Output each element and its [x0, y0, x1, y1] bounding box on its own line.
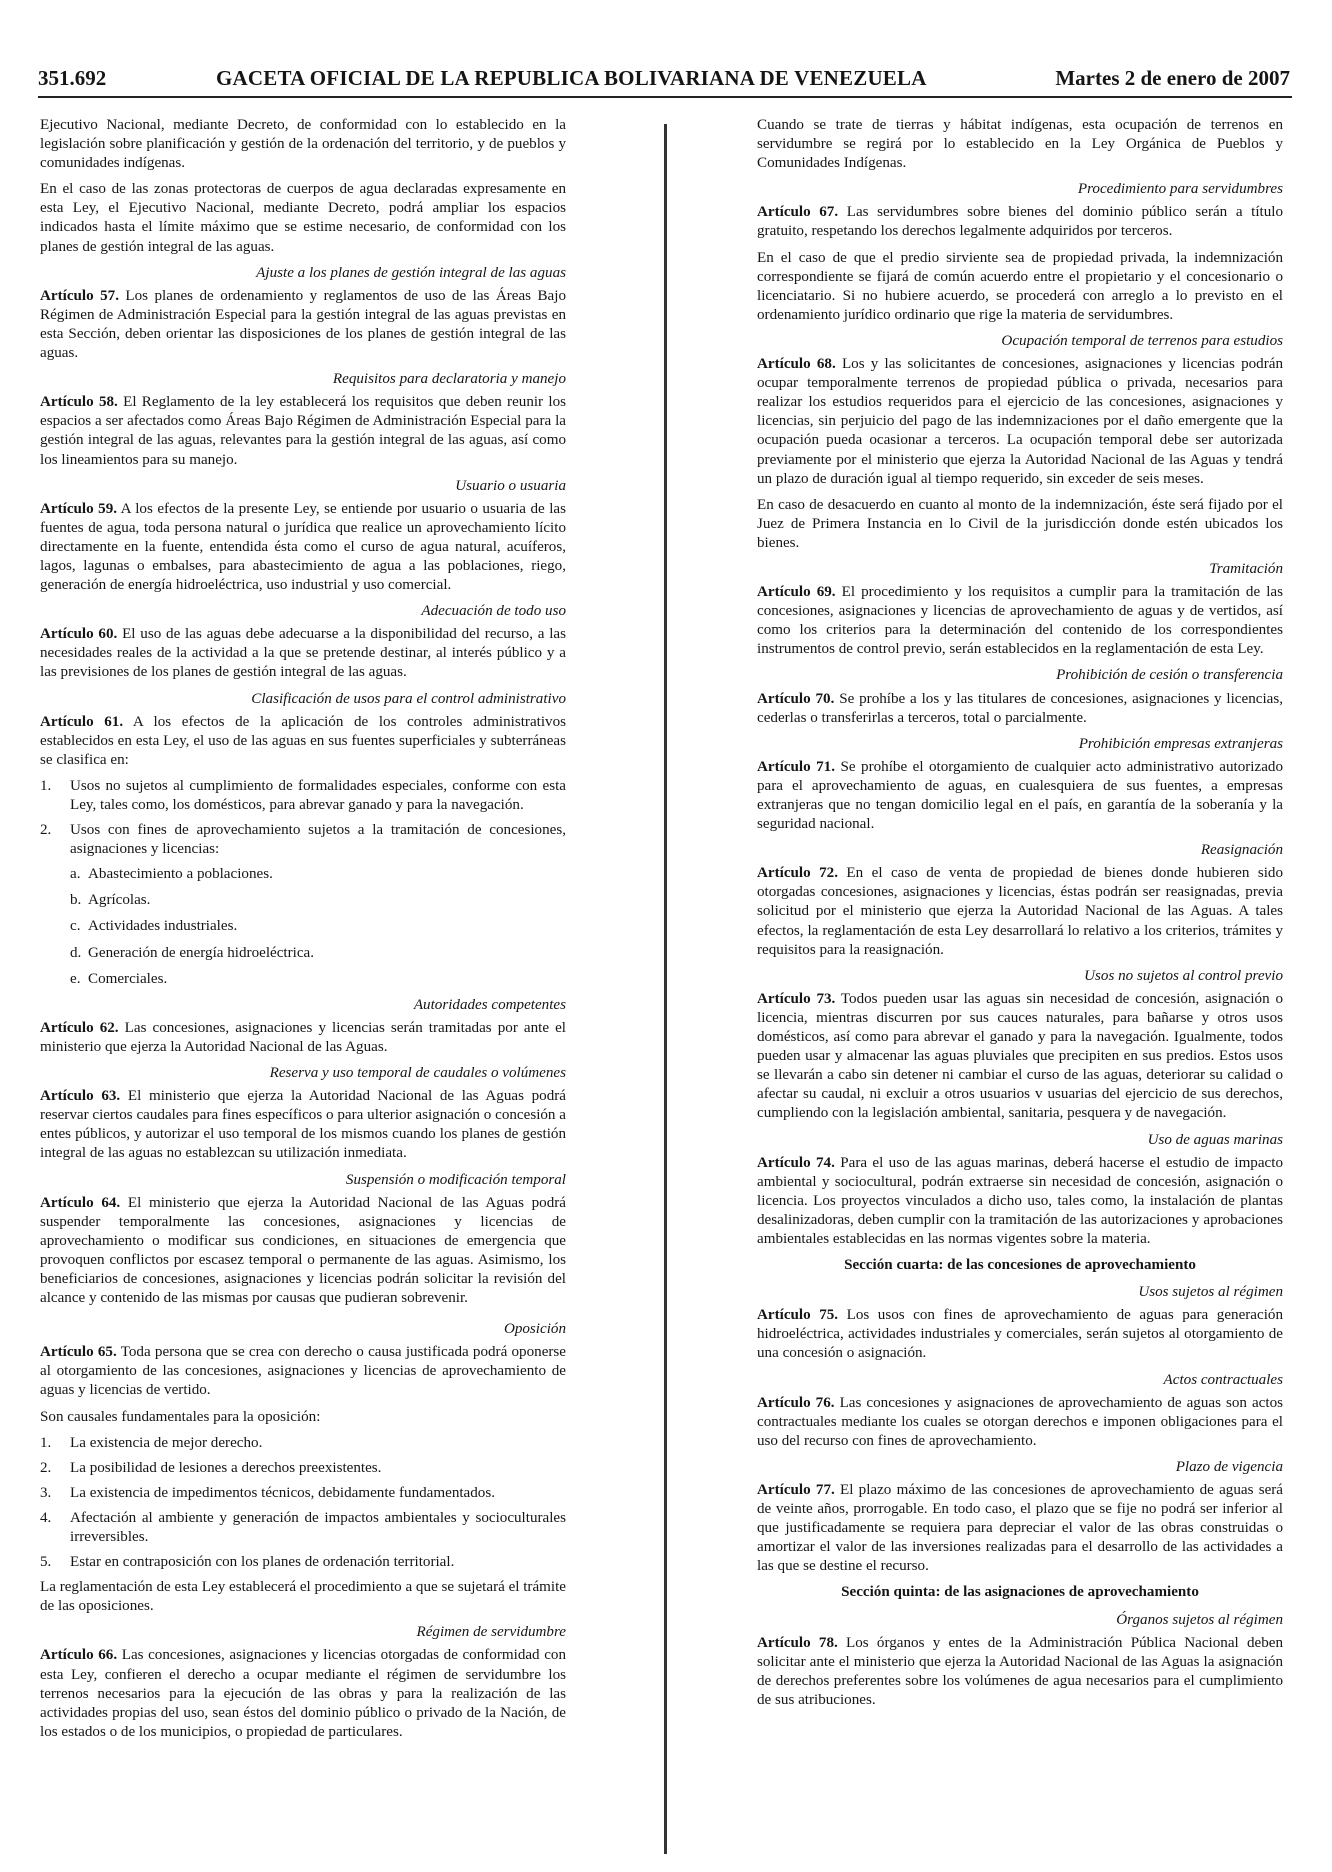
list-number: 1. — [40, 777, 52, 794]
list-item — [70, 944, 566, 963]
list-number: 2. — [40, 1459, 52, 1476]
article-label: Artículo 78. — [757, 1634, 838, 1651]
list-item — [40, 1459, 566, 1478]
article-heading: Prohibición empresas extranjeras — [1078, 735, 1283, 752]
article-66 — [40, 1646, 566, 1741]
article-label: Artículo 67. — [757, 204, 839, 221]
paragraph: En el caso de las zonas protectoras de cuerpos de agua declaradas expresamente en esta Ley, el Ejecutivo Nacional, mediante Decreto, podrá ampliar los espacios indicados hasta el límite máximo que se estime necesario, de conformidad con los planes de gestión integral de las aguas. — [40, 181, 566, 255]
issue-date: Martes 2 de enero de 2007 — [1055, 66, 1290, 90]
article-heading: Oposición — [503, 1321, 566, 1338]
article-text: El ministerio que ejerza la Autoridad Nacional de las Aguas podrá reservar ciertos caudales para fines específicos o para ulterior asignación o concesión a entes públicos, y autorizar el uso temporal de los mismos cuando los planes de gestión integral de las aguas no establezcan su utilización inmediata. — [40, 1088, 566, 1162]
article-text: El plazo máximo de las concesiones de aprovechamiento de aguas será de veinte años, prorrogable. En todo caso, el plazo que se fije no podrá ser inferior al que justificadamente se requiera para depreciar el valor de las obras construidas o amortizar el valor de las inversiones realizadas para el desarrollo de las actividades a las que se destine el recurso. — [757, 1482, 1283, 1575]
article-65 — [40, 1343, 566, 1400]
article-69 — [757, 583, 1283, 659]
article-heading: Reserva y uso temporal de caudales o volúmenes — [269, 1065, 566, 1082]
list-item — [70, 917, 566, 936]
list-letter: e. — [70, 970, 81, 987]
article-text: El ministerio que ejerza la Autoridad Nacional de las Aguas podrá suspender temporalmente las concesiones, asignaciones y licencias de aprovechamiento o modificar sus condiciones, en situaciones de emergencia que provoquen conflictos por escasez temporal o permanente de las aguas. Asimismo, los beneficiarios de concesiones, asignaciones y licencias podrán solicitar la revisión del alcance y contenido de las mismas por causas que pudieran sobrevenir. — [40, 1194, 566, 1307]
gazette-title: GACETA OFICIAL DE LA REPUBLICA BOLIVARIANA DE VENEZUELA — [216, 66, 927, 90]
article-heading: Ocupación temporal de terrenos para estudios — [1001, 332, 1283, 349]
article-heading: Usos sujetos al régimen — [1138, 1284, 1283, 1301]
article-label: Artículo 60. — [40, 626, 118, 643]
article-60 — [40, 625, 566, 682]
article-text: Para el uso de las aguas marinas, deberá hacerse el estudio de impacto ambiental y sociocultural, podrán extraerse sin necesidad de concesión, asignación o licencia. Los proyectos vinculados a dicho uso, tales como, la instalación de plantas desalinizadoras, deben cumplir con la tramitación de las autorizaciones y aprobaciones ambientales establecidas en las normas vigentes sobre la materia. — [757, 1154, 1283, 1247]
article-label: Artículo 64. — [40, 1194, 121, 1211]
article-text: El procedimiento y los requisitos a cumplir para la tramitación de las concesiones, asignaciones y licencias de aprovechamiento de aguas y de vertidos, así como los criterios para la determinación del contenido de los correspondientes instrumentos de control previo, serán establecidos en la reglamentación de esta Ley. — [757, 584, 1283, 658]
article-text: Los órganos y entes de la Administración Pública Nacional deben solicitar ante el ministerio que ejerza la Autoridad Nacional de las Aguas la asignación de derechos preferentes sobre los volúmenes de agua necesarios para el cumplimiento de sus atribuciones. — [757, 1634, 1284, 1708]
article-75 — [757, 1306, 1283, 1363]
numbered-list — [40, 1434, 566, 1573]
article-heading: Requisitos para declaratoria y manejo — [332, 371, 566, 388]
article-heading: Reasignación — [1200, 842, 1283, 859]
list-item — [70, 970, 566, 989]
article-text: El uso de las aguas debe adecuarse a la disponibilidad del recurso, a las necesidades reales de la actividad a la que se pretende destinar, al interés público y a las previsiones de los planes de gestión integral de las aguas. — [40, 626, 567, 681]
article-label: Artículo 74. — [757, 1154, 835, 1171]
list-letter: b. — [70, 892, 82, 909]
article-68 — [757, 355, 1283, 489]
list-text: Agrícolas. — [88, 892, 151, 909]
list-number: 5. — [40, 1554, 52, 1571]
article-text: En el caso de venta de propiedad de bienes donde hubieren sido otorgadas concesiones, asignaciones y licencias, éstas podrán ser reasignadas, previa solicitud por el ministerio que ejerza la Autoridad Nacional de las Aguas. A tales efectos, la reglamentación de esta Ley desarrollará lo relativo a los criterios, trámites y requisitos para la reasignación. — [757, 865, 1283, 958]
article-heading: Régimen de servidumbre — [416, 1624, 566, 1641]
article-76 — [757, 1394, 1283, 1451]
article-label: Artículo 58. — [40, 394, 118, 411]
article-text: Toda persona que se crea con derecho o causa justificada podrá oponerse al otorgamiento de las concesiones, asignaciones y licencias de aprovechamiento de aguas y licencias de vertido. — [40, 1344, 567, 1399]
article-label: Artículo 68. — [757, 356, 836, 373]
paragraph: Cuando se trate de tierras y hábitat indígenas, esta ocupación de terrenos en servidumbre se regirá por lo establecido en la Ley Orgánica de Pueblos y Comunidades Indígenas. — [757, 117, 1283, 172]
right-column — [757, 116, 1283, 1717]
article-74 — [757, 1154, 1283, 1249]
article-heading: Uso de aguas marinas — [1147, 1131, 1283, 1148]
article-text: Las concesiones, asignaciones y licencias serán tramitadas por ante el ministerio que ejerza la Autoridad Nacional de las Aguas. — [40, 1019, 567, 1055]
list-text: Usos con fines de aprovechamiento sujetos a la tramitación de concesiones, asignaciones y licencias: — [70, 822, 566, 858]
article-71 — [757, 758, 1283, 834]
list-item — [70, 865, 566, 884]
column-divider — [664, 124, 667, 1854]
article-57 — [40, 287, 566, 363]
article-heading: Tramitación — [1209, 560, 1283, 577]
article-heading: Actos contractuales — [1163, 1371, 1283, 1388]
list-number: 1. — [40, 1434, 52, 1451]
list-text: La posibilidad de lesiones a derechos preexistentes. — [70, 1459, 382, 1476]
list-text: Usos no sujetos al cumplimiento de formalidades especiales, conforme con esta Ley, tales como, los domésticos, para abrevar ganado y para la navegación. — [70, 777, 566, 813]
article-heading: Procedimiento para servidumbres — [1077, 181, 1283, 198]
paragraph: Ejecutivo Nacional, mediante Decreto, de conformidad con lo establecido en la legislación sobre planificación y gestión de la ordenación del territorio, y de pueblos y comunidades indígenas. — [40, 117, 566, 172]
list-text: Generación de energía hidroeléctrica. — [88, 944, 315, 961]
article-text: A los efectos de la aplicación de los controles administrativos establecidos en esta Ley, el uso de las aguas en sus fuentes superficiales y subterráneas se clasifica en: — [40, 713, 567, 768]
article-67 — [757, 203, 1283, 241]
article-heading: Órganos sujetos al régimen — [1116, 1611, 1283, 1628]
article-label: Artículo 71. — [757, 758, 835, 775]
list-item — [40, 1434, 566, 1453]
article-77 — [757, 1481, 1283, 1576]
header-rule — [38, 96, 1292, 98]
paragraph: La reglamentación de esta Ley establecerá el procedimiento a que se sujetará el trámite de las oposiciones. — [40, 1579, 566, 1615]
article-label: Artículo 63. — [40, 1088, 121, 1105]
article-58 — [40, 393, 566, 469]
article-label: Artículo 65. — [40, 1344, 117, 1361]
article-heading: Usuario o usuaria — [455, 477, 566, 494]
numbered-list — [40, 777, 566, 859]
article-label: Artículo 77. — [757, 1482, 835, 1498]
article-70 — [757, 690, 1283, 728]
article-72 — [757, 864, 1283, 959]
list-item — [40, 1553, 566, 1572]
article-label: Artículo 69. — [757, 584, 836, 601]
article-text: Se prohíbe el otorgamiento de cualquier acto administrativo autorizado para el aprovechamiento de aguas, en cualesquiera de sus fuentes, a empresas extranjeras que no tengan domicilio legal en el país, en garantía de la soberanía y la seguridad nacional. — [757, 758, 1283, 833]
list-item — [40, 1509, 566, 1547]
article-heading: Usos no sujetos al control previo — [1084, 967, 1283, 984]
article-heading: Ajuste a los planes de gestión integral de las aguas — [256, 264, 566, 281]
article-64 — [40, 1194, 566, 1309]
article-text: Los usos con fines de aprovechamiento de aguas para generación hidroeléctrica, actividades industriales y comerciales, serán sujetos al otorgamiento de una concesión o asignación. — [757, 1307, 1283, 1362]
article-text: Los planes de ordenamiento y reglamentos de uso de las Áreas Bajo Régimen de Administración Especial para la gestión integral de las aguas previstas en esta Sección, deben orientar las disposiciones de los planes de gestión integral de las aguas. — [40, 287, 566, 362]
list-text: Abastecimiento a poblaciones. — [88, 866, 273, 883]
article-label: Artículo 62. — [40, 1019, 119, 1036]
article-label: Artículo 73. — [757, 990, 836, 1007]
list-letter: d. — [70, 944, 82, 961]
article-label: Artículo 72. — [757, 865, 838, 882]
list-number: 4. — [40, 1509, 52, 1526]
article-heading: Adecuación de todo uso — [421, 603, 566, 620]
article-78 — [757, 1634, 1283, 1710]
list-text: La existencia de impedimentos técnicos, debidamente fundamentados. — [70, 1484, 495, 1501]
section-heading: Sección cuarta: de las concesiones de aprovechamiento — [844, 1257, 1196, 1274]
article-text: Todos pueden usar las aguas sin necesidad de concesión, asignación o licencia, mientras discurren por sus cauces naturales, para bañarse y otros usos domésticos, así como para abrevar el ganado y para la navegación. Igualmente, todos pueden usar y almacenar las aguas pluviales que precipiten en sus predios. Estos usos se llevarán a cabo sin detener ni cambiar el curso de las aguas, deteriorar su calidad o afectar su caudal, ni excluir a otros usuarios v usuarias del ejercicio de sus derechos, cumpliendo con la legislación ambiental, sanitaria, pesquera y de navegación. — [757, 990, 1283, 1122]
article-heading: Clasificación de usos para el control administrativo — [251, 690, 566, 707]
lettered-list — [40, 865, 566, 988]
article-heading: Prohibición de cesión o transferencia — [1056, 667, 1283, 684]
article-text: A los efectos de la presente Ley, se entiende por usuario o usuaria de las fuentes de agua, toda persona natural o jurídica que realice un aprovechamiento lícito directamente en la fuente, entendida ésta como el curso de agua natural, acuíferos, lagos, lagunas o embalses, para abastecimiento de agua a las poblaciones, riego, generación de energía hidroeléctrica, uso industrial y uso comercial. — [40, 500, 566, 594]
list-text: Comerciales. — [88, 970, 168, 987]
article-label: Artículo 57. — [40, 287, 119, 304]
paragraph: En caso de desacuerdo en cuanto al monto de la indemnización, éste será fijado por el Juez de Primera Instancia en lo Civil de la jurisdicción donde estén ubicados los bienes. — [757, 496, 1283, 551]
section-heading: Sección quinta: de las asignaciones de aprovechamiento — [841, 1584, 1199, 1601]
list-number: 3. — [40, 1484, 52, 1501]
article-62 — [40, 1019, 566, 1057]
article-text: Se prohíbe a los y las titulares de concesiones, asignaciones y licencias, cederlas o transferirlas a terceros, total o parcialmente. — [757, 690, 1283, 726]
article-text: Las servidumbres sobre bienes del dominio público serán a título gratuito, respetando los derechos legalmente adquiridos por terceros. — [757, 204, 1284, 240]
article-label: Artículo 66. — [40, 1647, 118, 1664]
list-item — [40, 821, 566, 859]
paragraph: Son causales fundamentales para la oposición: — [40, 1408, 321, 1425]
left-column — [40, 116, 566, 1749]
list-number: 2. — [40, 822, 52, 839]
list-letter: a. — [70, 866, 81, 883]
page-number: 351.692 — [38, 66, 107, 90]
list-item — [40, 1484, 566, 1503]
article-text: Las concesiones, asignaciones y licencias otorgadas de conformidad con esta Ley, confieren el derecho a ocupar mediante el régimen de servidumbre los terrenos necesarios para la ejecución de las obras y para la realización de las actividades propias del uso, sean éstos del dominio público o privado de la Nación, de los estados o de los municipios, o propiedad de particulares. — [40, 1647, 566, 1740]
article-label: Artículo 75. — [757, 1307, 839, 1324]
article-61 — [40, 713, 566, 770]
article-73 — [757, 990, 1283, 1124]
article-heading: Suspensión o modificación temporal — [345, 1171, 566, 1188]
article-63 — [40, 1087, 566, 1163]
article-text: Las concesiones y asignaciones de aprovechamiento de aguas son actos contractuales mediante los cuales se otorgan derechos e imponen obligaciones para el uso del recurso con fines de aprovechamiento. — [757, 1394, 1283, 1449]
article-label: Artículo 70. — [757, 690, 835, 707]
list-text: Estar en contraposición con los planes de ordenación territorial. — [70, 1554, 455, 1571]
list-item — [40, 777, 566, 815]
article-text: Los y las solicitantes de concesiones, asignaciones y licencias podrán ocupar temporalmente terrenos de propiedad pública o privada, necesarios para realizar los estudios requeridos para el ejercicio de las concesiones, asignaciones y licencias, sin perjuicio del pago de las indemnizaciones por el daño emergente que la ocupación pueda ocasionar a terceros. La ocupación temporal debe ser autorizada previamente por el ministerio que ejerza la Autoridad Nacional de las Aguas y tendrá un plazo de duración igual al tiempo requerido, sin exceder de seis meses. — [757, 356, 1284, 487]
article-text: El Reglamento de la ley establecerá los requisitos que deben reunir los espacios a ser afectados como Áreas Bajo Régimen de Administración Especial para la gestión integral de las aguas, relevantes para la gestión integral de las aguas, así como los lineamientos para su manejo. — [40, 394, 566, 468]
page-header — [38, 64, 1290, 100]
article-heading: Autoridades competentes — [413, 996, 566, 1013]
list-letter: c. — [70, 918, 81, 935]
list-text: La existencia de mejor derecho. — [70, 1434, 263, 1451]
article-heading: Plazo de vigencia — [1175, 1458, 1283, 1475]
article-59 — [40, 500, 566, 595]
paragraph: En el caso de que el predio sirviente sea de propiedad privada, la indemnización correspondiente se fijará de común acuerdo entre el propietario y el concesionario o licenciatario. Si no hubiere acuerdo, se procederá con arreglo a lo previsto en el ordenamiento jurídico ordinario que rige la materia de servidumbres. — [757, 249, 1283, 323]
list-item — [70, 891, 566, 910]
list-text: Afectación al ambiente y generación de impactos ambientales y socioculturales irreversibles. — [70, 1509, 566, 1545]
article-label: Artículo 76. — [757, 1394, 835, 1411]
article-label: Artículo 59. — [40, 500, 118, 517]
list-text: Actividades industriales. — [88, 918, 238, 935]
article-label: Artículo 61. — [40, 713, 124, 730]
